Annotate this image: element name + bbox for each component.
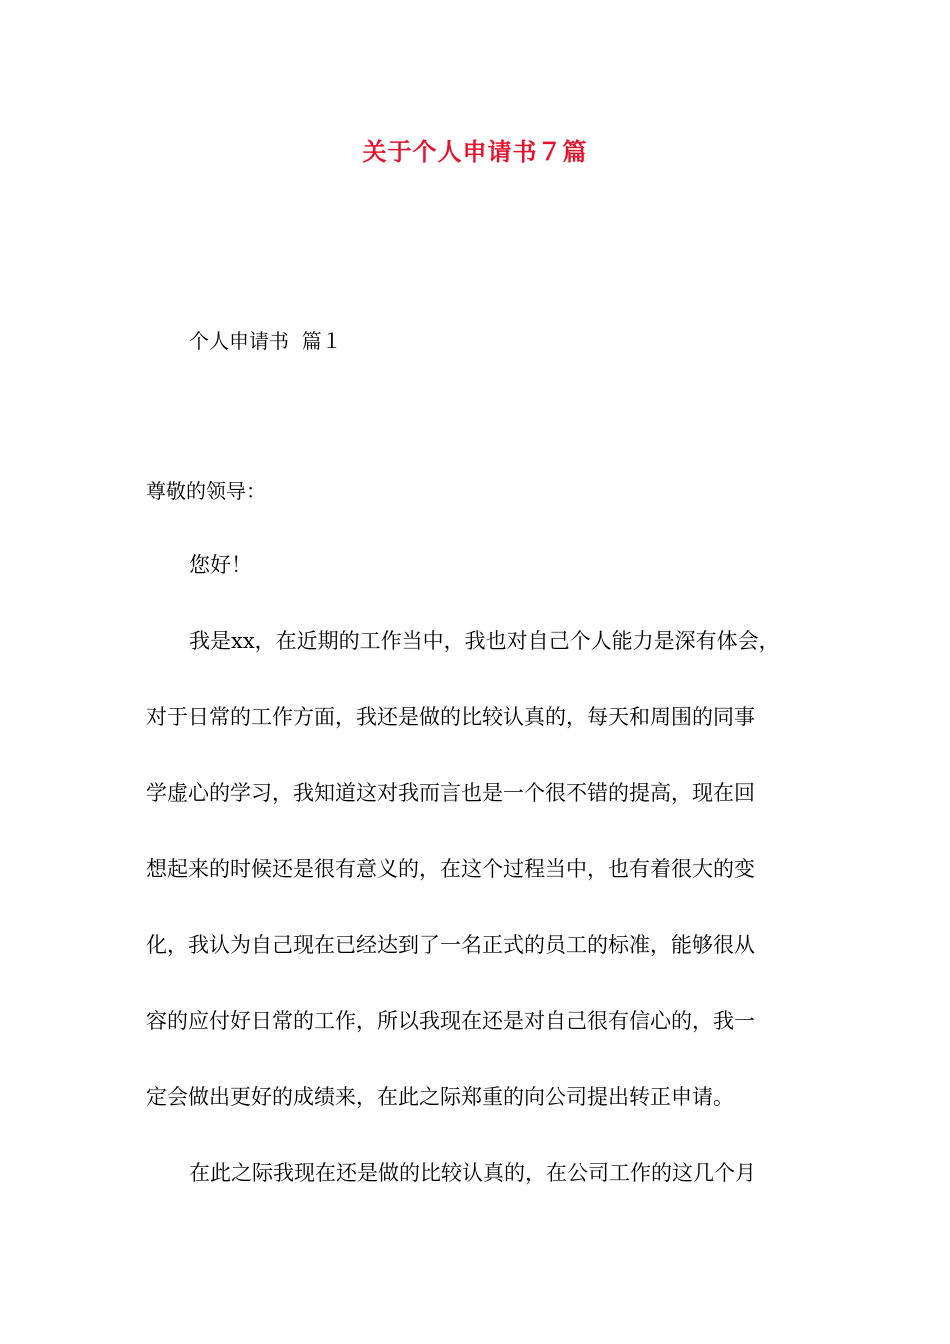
paragraph-line: 容的应付好日常的工作，所以我现在还是对自己很有信心的，我一 xyxy=(146,1009,755,1033)
paragraph-line: 定会做出更好的成绩来，在此之际郑重的向公司提出转正申请。 xyxy=(146,1085,734,1109)
paragraph-line: 在此之际我现在还是做的比较认真的，在公司工作的这几个月 xyxy=(189,1161,756,1185)
document-title: 关于个人申请书７篇 xyxy=(362,137,588,166)
paragraph-line: 我是xx，在近期的工作当中，我也对自己个人能力是深有体会， xyxy=(189,629,780,653)
paragraph-line: 化，我认为自己现在已经达到了一名正式的员工的标准，能够很从 xyxy=(146,933,755,957)
paragraph-line: 对于日常的工作方面，我还是做的比较认真的，每天和周围的同事 xyxy=(146,705,755,729)
body-text xyxy=(146,545,816,1229)
section-heading: 个人申请书 篇１ xyxy=(189,329,342,353)
paragraph-line: 想起来的时候还是很有意义的，在这个过程当中，也有着很大的变 xyxy=(146,857,755,881)
salutation: 尊敬的领导： xyxy=(146,479,266,503)
greeting-line: 您好！ xyxy=(189,553,252,577)
paragraph-line: 学虚心的学习，我知道这对我而言也是一个很不错的提高，现在回 xyxy=(146,781,755,805)
